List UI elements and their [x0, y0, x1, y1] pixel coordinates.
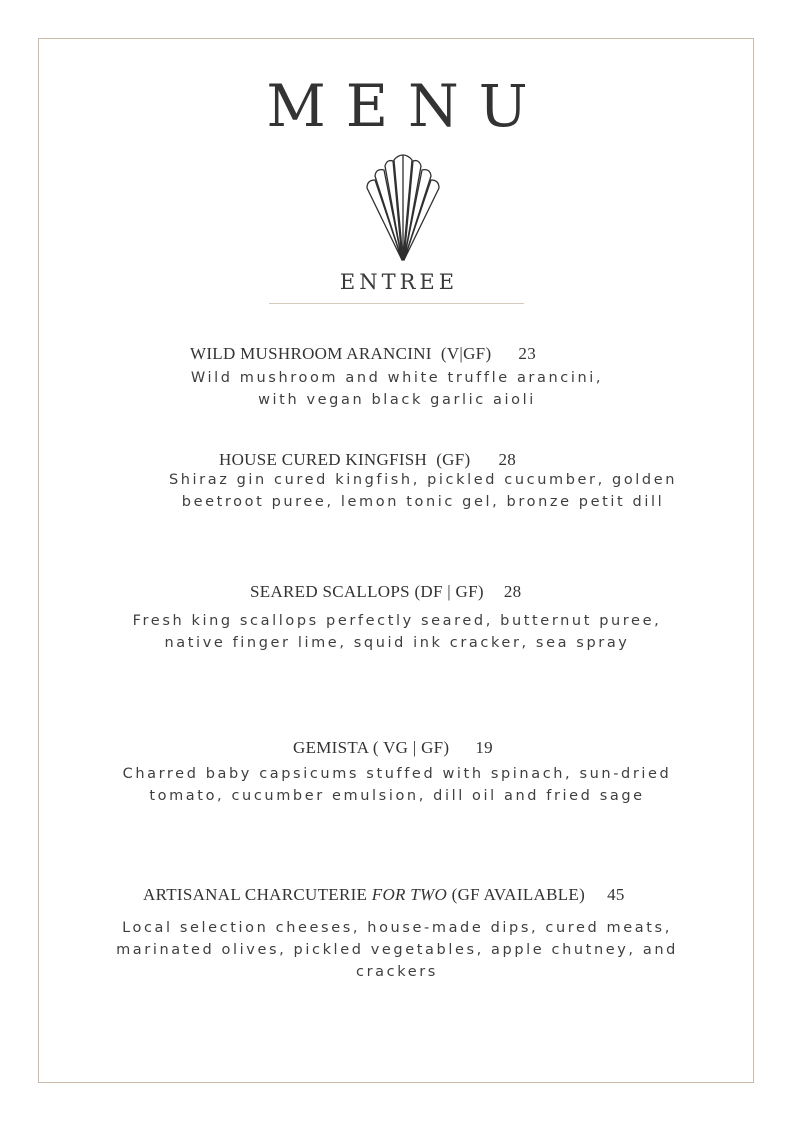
- item-price: 45: [607, 885, 625, 904]
- menu-item-description: [26, 469, 794, 513]
- description-line: tomato, cucumber emulsion, dill oil and fried sage: [149, 788, 645, 804]
- description-line: with vegan black garlic aioli: [258, 392, 536, 408]
- item-price: 19: [475, 738, 493, 757]
- item-name-italic: FOR TWO: [371, 885, 448, 904]
- item-name: SEARED SCALLOPS (DF | GF): [250, 582, 484, 601]
- description-line: Charred baby capsicums stuffed with spinach, sun-dried: [122, 766, 672, 782]
- menu-item-description: [0, 610, 794, 654]
- menu-item-title: [143, 884, 625, 906]
- item-name-part: ARTISANAL CHARCUTERIE: [143, 885, 372, 904]
- item-name: GEMISTA ( VG | GF): [293, 738, 450, 757]
- section-divider: [269, 303, 524, 304]
- menu-item-description: [0, 367, 794, 411]
- description-line: Fresh king scallops perfectly seared, butternut puree,: [132, 613, 662, 629]
- menu-item-title: [219, 449, 516, 471]
- menu-title: MENU: [266, 72, 548, 140]
- description-line: beetroot puree, lemon tonic gel, bronze petit dill: [181, 494, 665, 510]
- description-line: Wild mushroom and white truffle arancini,: [190, 370, 604, 386]
- menu-item-title: [190, 343, 536, 365]
- description-line: Local selection cheeses, house-made dips, cured meats,: [122, 920, 672, 936]
- description-line: native finger lime, squid ink cracker, sea spray: [164, 635, 630, 651]
- section-title-entree: ENTREE: [339, 270, 459, 294]
- item-name: HOUSE CURED KINGFISH (GF): [219, 450, 471, 469]
- description-line: Shiraz gin cured kingfish, pickled cucumber, golden: [168, 472, 678, 488]
- item-name-part: (GF AVAILABLE): [447, 885, 586, 904]
- item-price: 28: [498, 450, 517, 469]
- menu-item-description: [0, 917, 794, 983]
- menu-item-title: [250, 581, 521, 603]
- description-line: crackers: [356, 964, 438, 980]
- menu-item-description: [0, 763, 794, 807]
- item-name: WILD MUSHROOM ARANCINI (V|GF): [190, 344, 492, 363]
- item-price: 28: [503, 582, 522, 601]
- shell-icon: [363, 154, 443, 262]
- item-price: 23: [518, 344, 537, 363]
- description-line: marinated olives, pickled vegetables, apple chutney, and: [116, 942, 678, 958]
- menu-item-title: [293, 737, 493, 759]
